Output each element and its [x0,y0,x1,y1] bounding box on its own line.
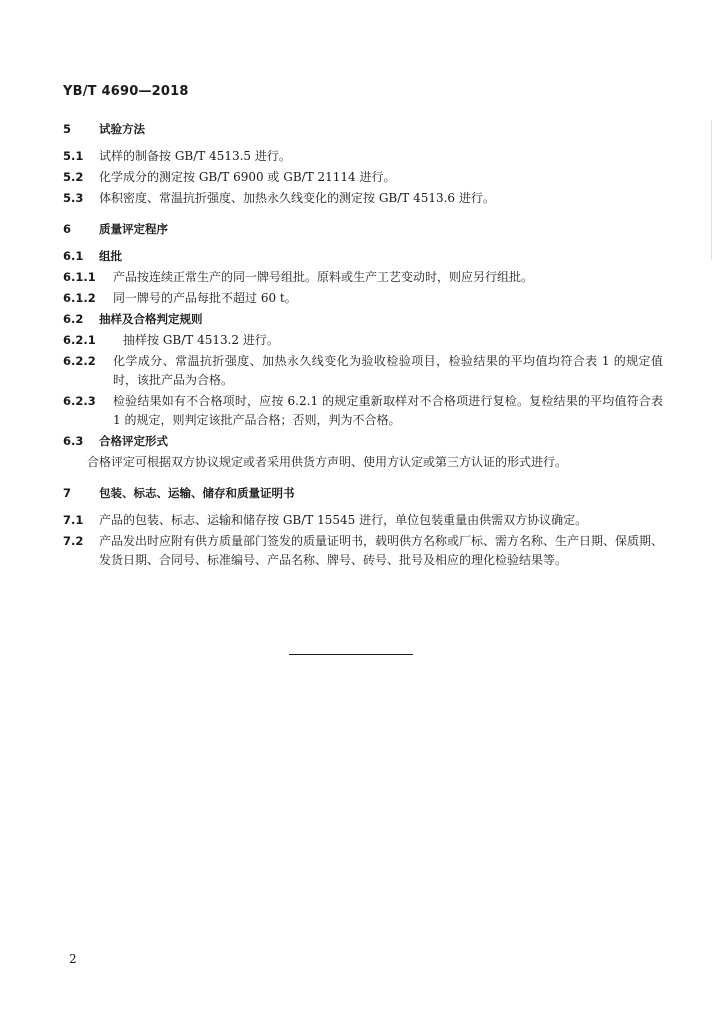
standard-code: YB/T 4690—2018 [63,84,189,99]
clause-number: 6.2.2 [63,354,96,368]
document-body [63,120,663,570]
subsection-6-3-paragraph: 合格评定可根据双方协议规定或者采用供货方声明、使用方认定或第三方认证的形式进行。 [87,455,568,469]
subsection-number: 6.3 [63,434,84,448]
section-title: 包装、标志、运输、储存和质量证明书 [99,486,295,500]
section-5-heading [63,120,663,139]
subsection-title: 组批 [99,249,122,263]
end-of-document-rule [289,654,413,655]
clause-number: 7.1 [63,513,84,527]
subsection-6-1-heading [63,247,663,266]
clause-number: 5.1 [63,149,84,163]
section-6-heading [63,220,663,239]
clause-text: 检验结果如有不合格项时，应按 6.2.1 的规定重新取样对不合格项进行复检。复检结果的平均值符合表 1 的规定，则判定该批产品合格；否则，判为不合格。 [113,394,663,427]
clause-text: 试样的制备按 GB/T 4513.5 进行。 [99,149,291,163]
clause-5-1 [63,147,663,166]
clause-number: 5.3 [63,191,84,205]
subsection-number: 6.2 [63,312,84,326]
clause-number: 7.2 [63,534,84,548]
subsection-6-2-heading [63,310,663,329]
clause-text: 体积密度、常温抗折强度、加热永久线变化的测定按 GB/T 4513.6 进行。 [99,191,495,205]
clause-6-2-1 [63,331,663,350]
clause-6-1-1 [63,268,663,287]
section-number: 7 [63,486,72,500]
clause-text: 化学成分的测定按 GB/T 6900 或 GB/T 21114 进行。 [99,170,396,184]
scan-edge-line [711,120,712,260]
section-7-heading [63,484,663,503]
subsection-number: 6.1 [63,249,84,263]
page-number: 2 [69,952,77,966]
clause-5-2 [63,168,663,187]
clause-7-2 [63,532,663,570]
section-number: 6 [63,222,72,236]
section-title: 试验方法 [99,122,145,136]
subsection-title: 抽样及合格判定规则 [99,312,203,326]
subsection-6-3-heading [63,432,663,451]
clause-5-3 [63,189,663,208]
clause-text: 同一牌号的产品每批不超过 60 t。 [113,291,297,305]
clause-text: 化学成分、常温抗折强度、加热永久线变化为验收检验项目，检验结果的平均值均符合表 1 的规定值时，该批产品为合格。 [113,354,663,387]
clause-6-2-2 [63,352,663,390]
clause-number: 6.1.2 [63,291,96,305]
clause-6-1-2 [63,289,663,308]
clause-text: 抽样按 GB/T 4513.2 进行。 [123,333,279,347]
clause-number: 6.2.3 [63,394,96,408]
clause-number: 6.2.1 [63,333,96,347]
clause-text: 产品按连续正常生产的同一牌号组批。原料或生产工艺变动时，则应另行组批。 [113,270,534,284]
clause-7-1 [63,511,663,530]
subsection-title: 合格评定形式 [99,434,168,448]
section-title: 质量评定程序 [99,222,168,236]
clause-number: 6.1.1 [63,270,96,284]
section-number: 5 [63,122,72,136]
clause-6-2-3 [63,392,663,430]
clause-text: 产品的包装、标志、运输和储存按 GB/T 15545 进行，单位包装重量由供需双方协议确定。 [99,513,588,527]
clause-number: 5.2 [63,170,84,184]
clause-text: 产品发出时应附有供方质量部门签发的质量证明书，载明供方名称或厂标、需方名称、生产日期、保质期、发货日期、合同号、标准编号、产品名称、牌号、砖号、批号及相应的理化检验结果等。 [99,534,664,567]
